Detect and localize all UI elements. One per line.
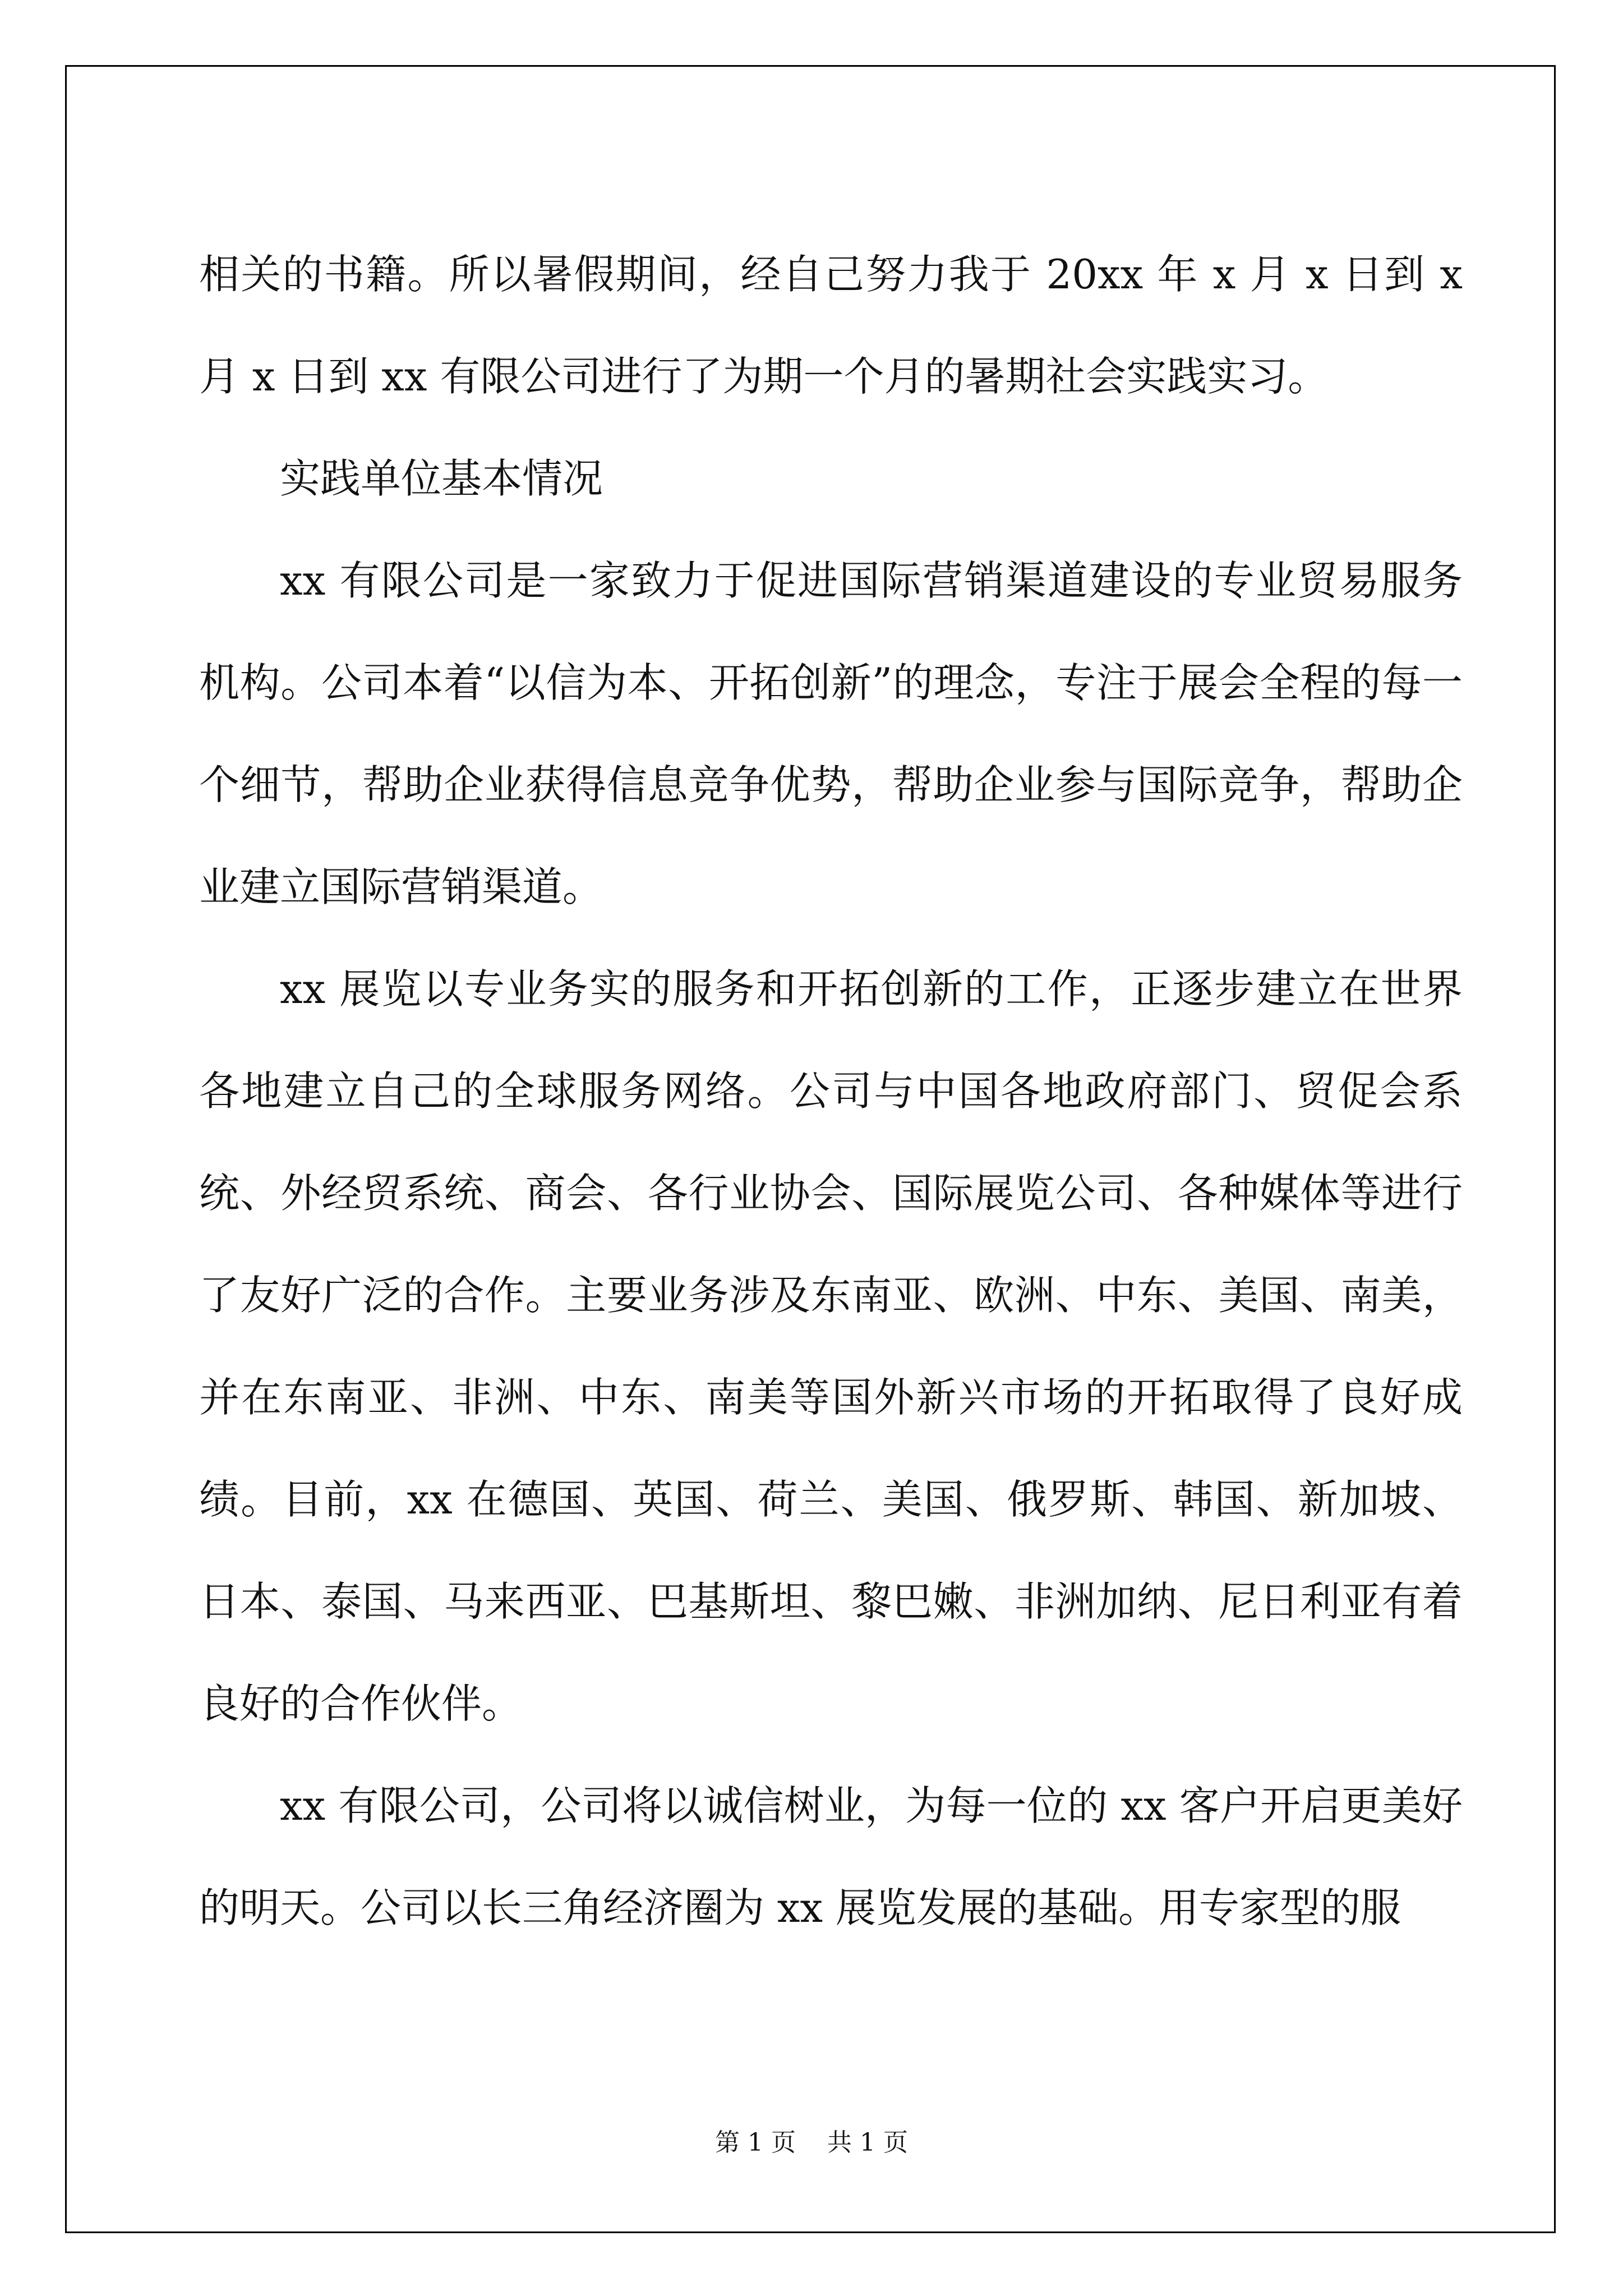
paragraph-3: xx 展览以专业务实的服务和开拓创新的工作，正逐步建立在世界各地建立自己的全球服务网络。公司与中国各地政府部门、贸促会系统、外经贸系统、商会、各行业协会、国际展览公司、各种媒体等进行了友好广泛的合作。主要业务涉及东南亚、欧洲、中东、美国、南美，并在东南亚、非洲、中东、南美等国外新兴市场的开拓取得了良好成绩。目前，xx 在德国、英国、荷兰、美国、俄罗斯、韩国、新加坡、日本、泰国、马来西亚、巴基斯坦、黎巴嫩、非洲加纳、尼日利亚有着良好的合作伙伴。 — [199, 965, 1463, 1727]
page-number: 第 1 页 — [715, 2128, 796, 2157]
page-footer — [0, 2127, 1623, 2159]
paragraph-4: xx 有限公司，公司将以诚信树业，为每一位的 xx 客户开启更美好的明天。公司以长三角经济圈为 xx 展览发展的基础。用专家型的服 — [199, 1782, 1463, 1931]
page-total: 共 1 页 — [827, 2128, 908, 2157]
paragraph-2: xx 有限公司是一家致力于促进国际营销渠道建设的专业贸易服务机构。公司本着“以信为本、开拓创新”的理念，专注于展会全程的每一个细节，帮助企业获得信息竞争优势，帮助企业参与国际竞争，帮助企业建立国际营销渠道。 — [199, 557, 1463, 910]
document-body — [199, 223, 1463, 1959]
paragraph-1: 相关的书籍。所以暑假期间，经自己努力我于 20xx 年 x 月 x 日到 x 月 x 日到 xx 有限公司进行了为期一个月的暑期社会实践实习。 — [199, 251, 1463, 400]
section-heading: 实践单位基本情况 — [280, 455, 603, 502]
